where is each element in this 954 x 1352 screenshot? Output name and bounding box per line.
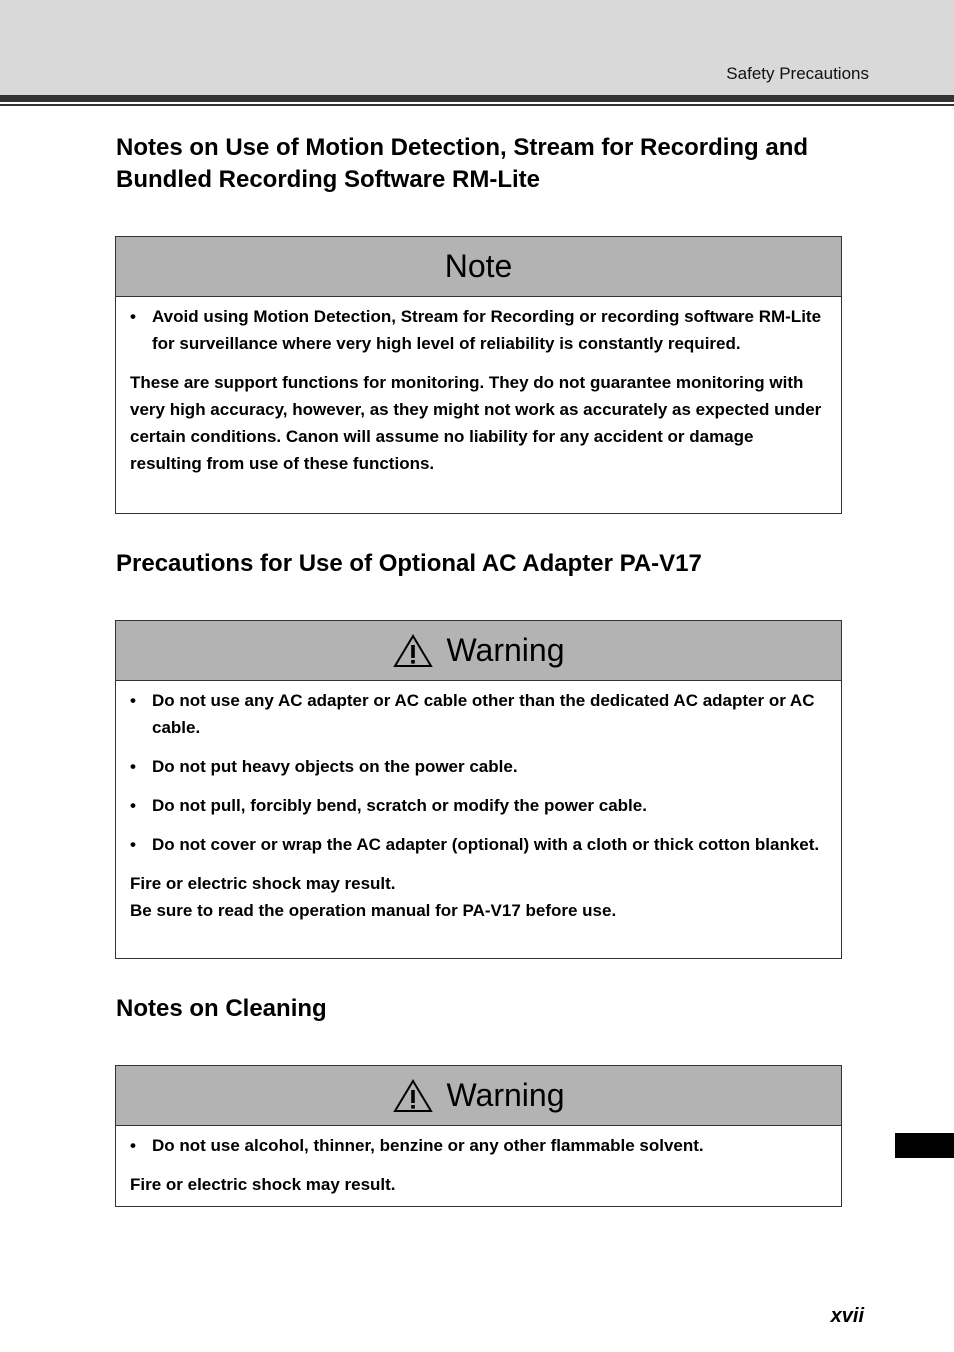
section-heading-cleaning: Notes on Cleaning <box>116 995 327 1022</box>
header-rule-thick <box>0 95 954 102</box>
section-heading-ac-adapter: Precautions for Use of Optional AC Adapter PA-V17 <box>116 550 702 577</box>
bullet-glyph: • <box>130 796 136 815</box>
page-number: xvii <box>830 1305 864 1327</box>
warning-box-cleaning <box>115 1065 842 1207</box>
warning-box-header <box>116 1066 841 1126</box>
warning-box-body <box>116 1126 841 1208</box>
warning-box-label: Warning <box>446 632 565 668</box>
warning-box-header <box>116 621 841 681</box>
bullet-text: Avoid using Motion Detection, Stream for Recording or recording software RM-Lite for surveillance where very high level of reliability is constantly required. <box>152 307 822 353</box>
bullet-text: Do not put heavy objects on the power cable. <box>152 757 518 776</box>
warning-bullet-list <box>130 687 827 858</box>
warning-result-text: Fire or electric shock may result. <box>130 1175 396 1194</box>
note-box-label: Note <box>444 248 513 284</box>
list-item <box>130 687 827 741</box>
bullet-glyph: • <box>130 757 136 776</box>
running-header: Safety Precautions <box>726 64 869 83</box>
note-box <box>115 236 842 514</box>
warning-read-manual-text: Be sure to read the operation manual for PA-V17 before use. <box>130 901 617 920</box>
bullet-text: Do not cover or wrap the AC adapter (optional) with a cloth or thick cotton blanket. <box>152 835 820 854</box>
bullet-glyph: • <box>130 691 136 710</box>
header-rule-thin <box>0 104 954 106</box>
bullet-glyph: • <box>130 835 136 854</box>
warning-box-ac-adapter <box>115 620 842 959</box>
list-item <box>130 753 827 780</box>
bullet-text: Do not use alcohol, thinner, benzine or any other flammable solvent. <box>152 1136 704 1155</box>
note-bullet-list <box>130 303 827 357</box>
list-item <box>130 1132 827 1159</box>
warning-box-label: Warning <box>446 1077 565 1113</box>
bullet-glyph: • <box>130 1136 136 1155</box>
warning-triangle-icon <box>393 634 433 668</box>
side-index-tab <box>895 1133 954 1158</box>
note-body-text: These are support functions for monitoring. They do not guarantee monitoring with very high accuracy, however, as they might not work as accurately as expected under certain conditions. Canon will assume no liability for any accident or damage resulting from use of these functions. <box>130 373 822 473</box>
note-box-body <box>116 297 841 487</box>
warning-bullet-list <box>130 1132 827 1159</box>
list-item <box>130 303 827 357</box>
bullet-glyph: • <box>130 307 136 326</box>
warning-triangle-icon <box>393 1079 433 1113</box>
bullet-text: Do not use any AC adapter or AC cable other than the dedicated AC adapter or AC cable. <box>152 691 815 737</box>
warning-result-text: Fire or electric shock may result. <box>130 874 396 893</box>
list-item <box>130 831 827 858</box>
list-item <box>130 792 827 819</box>
warning-box-body <box>116 681 841 934</box>
section-heading-motion-detection: Notes on Use of Motion Detection, Stream for Recording and Bundled Recording Software RM-Lite <box>116 134 809 193</box>
bullet-text: Do not pull, forcibly bend, scratch or modify the power cable. <box>152 796 647 815</box>
note-box-header <box>116 237 841 297</box>
